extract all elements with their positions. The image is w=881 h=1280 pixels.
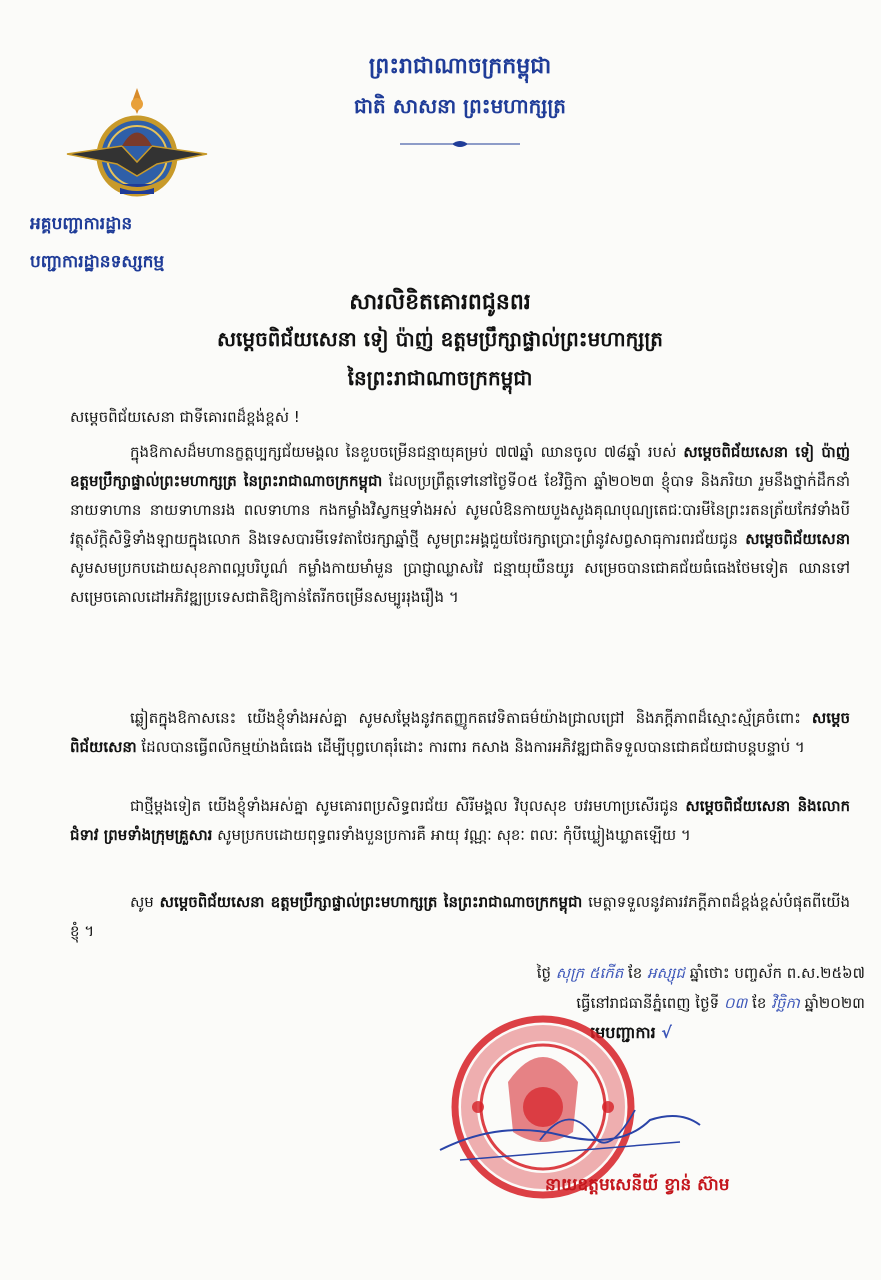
national-motto: ជាតិ សាសនា ព្រះមហាក្សត្រ (354, 94, 566, 118)
solar-year: ឆ្នាំ២០២៣ (804, 994, 865, 1012)
org-name-line2: បញ្ជាការដ្ឋានទស្សកម្ម (30, 252, 165, 272)
lunar-month-prefix: ខែ (628, 964, 643, 982)
lunar-date-prefix: ថ្ងៃ (536, 964, 551, 982)
paragraph-1-text-e: សូមសមប្រកបដោយសុខភាពល្អបរិបូណ៌ កម្លាំងកាយមាំមួន ប្រាជ្ញាឈ្លាសវៃ ជន្មាយុយឺនយូរ សម្រេចបានជោគជ័យធំធេងថែមទៀត ឈានទៅសម្រេចគោលដៅអភិវឌ្ឍប្រទេសជាតិឱ្យកាន់តែរីកចម្រើនសម្បូររុងរឿង ។ (70, 559, 850, 606)
solar-month-handwritten: វិច្ឆិកា (771, 994, 800, 1012)
paragraph-1 (70, 438, 850, 612)
paragraph-4-bold-b: សម្តេចពិជ័យសេនា ឧត្តមប្រឹក្សាផ្ទាល់ព្រះមហាក្សត្រ នៃព្រះរាជាណាចក្រកម្ពុជា (159, 893, 583, 911)
paragraph-2-text-a: ឆ្លៀតក្នុងឱកាសនេះ យើងខ្ញុំទាំងអស់គ្នា សូមសម្តែងនូវកតញ្ញូកតវេទិតាធម៌យ៉ាងជ្រាលជ្រៅ និងភក្តីភាពដ៏ស្មោះស្ម័គ្រចំពោះ (130, 709, 812, 727)
letter-title: សារលិខិតគោរពជូនពរ (349, 290, 531, 315)
solar-day-handwritten: ០៣ (723, 994, 748, 1012)
recipient-title: សម្តេចពិជ័យសេនា ទៀ ប៉ាញ់ ឧត្តមប្រឹក្សាផ្ទាល់ព្រះមហាក្សត្រ (217, 327, 663, 351)
paragraph-4-text-c: មេត្តាទទួលនូវគារវភក្តីភាពដ៏ខ្ពង់ខ្ពស់បំផុតពីយើងខ្ញុំ ។ (70, 893, 851, 940)
solar-month-prefix: ខែ (752, 994, 767, 1012)
paragraph-1-bold-d: សម្តេចពិជ័យសេនា (745, 530, 850, 548)
paragraph-2-bold-b: សម្តេចពិជ័យសេនា (70, 709, 850, 756)
place-and-day-prefix: ធ្វើនៅរាជធានីភ្នំពេញ ថ្ងៃទី (576, 994, 720, 1012)
paragraph-3-text-c: សូមប្រកបដោយពុទ្ធពរទាំងបួនប្រការគឺ អាយុ វណ្ណៈ សុខៈ ពលៈ កុំបីឃ្លៀងឃ្លាតឡើយ ។ (212, 826, 691, 844)
paragraph-2 (70, 704, 850, 762)
paragraph-4-text-a: សូម (130, 893, 160, 911)
engineering-emblem-icon (62, 84, 212, 204)
lunar-day-handwritten: សុក្រ ៥កើត (555, 964, 624, 982)
signer-name: នាយឧត្តមសេនីយ៍ ខ្វាន់ ស៊ាម (545, 1175, 730, 1195)
org-name-line1: អគ្គបញ្ជាការដ្ឋាន (30, 214, 133, 234)
ornament-divider-icon (400, 138, 520, 150)
lunar-date-line (355, 960, 865, 986)
paragraph-3-text-a: ជាថ្មីម្តងទៀត យើងខ្ញុំទាំងអស់គ្នា សូមគោរពប្រសិទ្ធពរជ័យ សិរីមង្គល វិបុលសុខ បវរមហាប្រសើរជូន (130, 797, 686, 815)
lunar-month-handwritten: អស្សុជ (647, 964, 685, 982)
commander-title-text: មេបញ្ជាការ (590, 1023, 656, 1042)
salutation: សម្តេចពិជ័យសេនា ជាទីគោរពដ៏ខ្ពង់ខ្ពស់ ! (70, 408, 300, 426)
paragraph-1-bold-b: សម្តេចពិជ័យសេនា ទៀ ប៉ាញ់ ឧត្តមប្រឹក្សាផ្ទាល់ព្រះមហាក្សត្រ នៃព្រះរាជាណាចក្រកម្ពុជា (70, 443, 850, 490)
kingdom-heading: ព្រះរាជាណាចក្រកម្ពុជា (368, 54, 552, 79)
lunar-year: ឆ្នាំថោះ បញ្ចស័ក ព.ស.២៥៦៧ (689, 964, 865, 982)
check-mark: √ (661, 1023, 672, 1042)
paragraph-3-bold-b: សម្តេចពិជ័យសេនា និងលោកជំទាវ ព្រមទាំងក្រុមគ្រួសារ (70, 797, 851, 844)
paragraph-4 (70, 888, 850, 946)
paragraph-1-text-a: ក្នុងឱកាសដ៏មហានក្ខត្តប្បក្សជ័យមង្គល នៃខួបចម្រើនជន្មាយុគម្រប់ ៧៧ឆ្នាំ ឈានចូល ៧៨ឆ្នាំ របស់ (130, 443, 684, 461)
paragraph-1-text-c: ដែលប្រព្រឹត្តទៅនៅថ្ងៃទី០៥ ខែវិច្ឆិកា ឆ្នាំ២០២៣ ខ្ញុំបាទ និងភរិយា រួមនឹងថ្នាក់ដឹកនាំ នាយទាហាន នាយទាហានរង ពលទាហាន កងកម្លាំងវិស្វកម្មទាំងអស់ សូមលំឱនកាយបួងសួងគុណបុណ្យតេជៈបារមីនៃព្រះរតនត្រ័យកែវទាំងបី វត្ថុស័ក្តិសិទ្ធិទាំងឡាយក្នុងលោក និងទេសបារមីទេវតាថែរក្សាឆ្នាំថ្មី សូមព្រះអង្គជួយថែរក្សាប្រោះព្រំនូវសព្វសាធុការពរជ័យជូន (70, 472, 850, 548)
signature-scribble-icon (420, 1080, 720, 1170)
paragraph-2-text-c: ដែលបានធ្វើពលិកម្មយ៉ាងធំធេង ដើម្បីបុព្វហេតុរំដោះ ការពារ កសាង និងការអភិវឌ្ឍជាតិទទួលបានជោគជ័យជាបន្តបន្ទាប់ ។ (136, 738, 805, 756)
paragraph-3 (70, 792, 850, 850)
recipient-title-line2: នៃព្រះរាជាណាចក្រកម្ពុជា (347, 366, 533, 390)
